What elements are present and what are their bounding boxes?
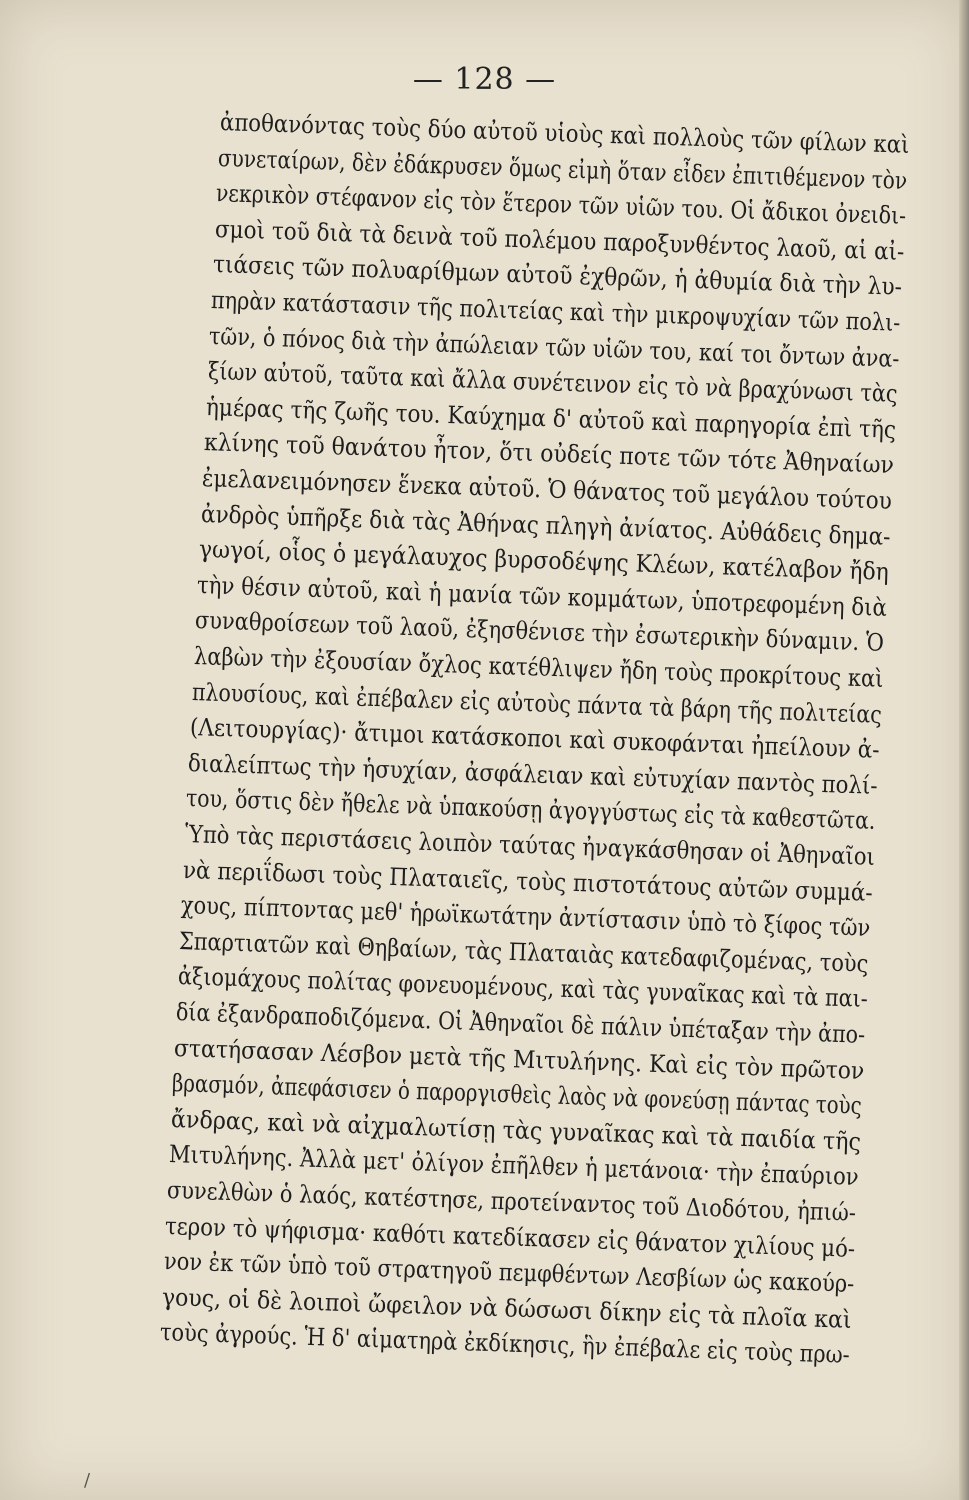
text-line: νον ἐκ τῶν ὑπὸ τοῦ στρατηγοῦ πεμφθέντων Λεσβίων ὡς κακούρ-: [163, 1247, 855, 1299]
text-line: τοὺς ἀγρούς. Ἡ δ' αἱματηρὰ ἐκδίκησις, ἣν ἐπέβαλε εἰς τοὺς πρω-: [159, 1318, 851, 1370]
text-line: συνελθὼν ὁ λαός, κατέστησε, προτείναντος τοῦ Διοδότου, ἠπιώ-: [166, 1176, 857, 1227]
text-line: Ὑπὸ τὰς περιστάσεις λοιπὸν ταύτας ἠναγκάσθησαν οἱ Ἀθηναῖοι: [184, 820, 875, 871]
text-line: τὴν θέσιν αὐτοῦ, καὶ ἡ μανία τῶν κομμάτων, ὑποτρεφομένη διὰ: [196, 570, 888, 622]
text-line: ἡμέρας τῆς ζωῆς του. Καύχημα δ' αὐτοῦ καὶ παρηγορία ἐπὶ τῆς: [205, 392, 897, 444]
text-line: συνεταίρων, δὲν ἐδάκρυσεν ὅμως εἰμὴ ὅταν εἶδεν ἐπιτιθέμενον τὸν: [217, 143, 908, 195]
text-line: τιάσεις τῶν πολυαρίθμων αὐτοῦ ἐχθρῶν, ἡ ἀθυμία διὰ τὴν λυ-: [212, 250, 903, 302]
text-line: πηρὰν κατάστασιν τῆς πολιτείας καὶ τὴν μικροψυχίαν τῶν πολι-: [210, 286, 902, 337]
text-line: κλίνης τοῦ θανάτου ἦτον, ὅτι οὐδείς ποτε τῶν τότε Ἀθηναίων: [203, 428, 895, 480]
text-line: δία ἐξανδραποδιζόμενα. Οἱ Ἀθηναῖοι δὲ πάλιν ὑπέταξαν τὴν ἀπο-: [175, 998, 866, 1049]
text-line: ἀποθανόντας τοὺς δύο αὐτοῦ υἱοὺς καὶ πολλοὺς τῶν φίλων καὶ: [219, 108, 910, 159]
text-line: Σπαρτιατῶν καὶ Θηβαίων, τὰς Πλαταιὰς κατεδαφιζομένας, τοὺς: [178, 926, 870, 978]
text-line: ἀξιομάχους πολίτας φονευομένους, καὶ τὰς γυναῖκας καὶ τὰ παι-: [177, 962, 868, 1014]
text-line: σμοὶ τοῦ διὰ τὰ δεινὰ τοῦ πολέμου παροξυνθέντος λαοῦ, αἱ αἰ-: [214, 214, 905, 266]
text-line: ἄνδρας, καὶ νὰ αἰχμαλωτίσῃ τὰς γυναῖκας καὶ τὰ παιδία τῆς: [170, 1104, 861, 1156]
text-line: τερον τὸ ψήφισμα· καθότι κατεδίκασεν εἰς θάνατον χιλίους μό-: [164, 1211, 856, 1263]
text-line: γους, οἱ δὲ λοιποὶ ὤφειλον νὰ δώσωσι δίκην εἰς τὰ πλοῖα καὶ: [161, 1282, 852, 1334]
text-line: νὰ περιΐδωσι τοὺς Πλαταιεῖς, τοὺς πιστοτάτους αὐτῶν συμμά-: [182, 855, 874, 907]
text-line: συναθροίσεων τοῦ λαοῦ, ἐξησθένισε τὴν ἐσωτερικὴν δύναμιν. Ὁ: [194, 606, 885, 658]
text-line: ξίων αὐτοῦ, ταῦτα καὶ ἄλλα συνέτεινον εἰς τὸ νὰ βραχύνωσι τὰς: [207, 357, 898, 409]
page-edge: [959, 0, 969, 1500]
text-line: στατήσασαν Λέσβον μετὰ τῆς Μιτυλήνης. Καὶ εἰς τὸν πρῶτον: [173, 1033, 865, 1085]
text-line: ἐμελανειμόνησεν ἕνεκα αὐτοῦ. Ὁ θάνατος τοῦ μεγάλου τούτου: [201, 464, 893, 515]
text-line: χους, πίπτοντας μεθ' ἡρωϊκωτάτην ἀντίστασιν ὑπὸ τὸ ξίφος τῶν: [180, 891, 871, 943]
text-line: νεκρικὸν στέφανον εἰς τὸν ἕτερον τῶν υἱῶν του. Οἱ ἄδικοι ὀνειδι-: [216, 179, 907, 231]
text-line: Μιτυλήνης. Ἀλλὰ μετ' ὀλίγον ἐπῆλθεν ἡ μετάνοια· τὴν ἐπαύριον: [168, 1140, 859, 1192]
stray-pen-mark: /: [84, 1470, 91, 1491]
text-line: λαβὼν τὴν ἐξουσίαν ὄχλος κατέθλιψεν ἤδη τοὺς προκρίτους καὶ: [193, 642, 884, 693]
text-line: διαλείπτως τὴν ἡσυχίαν, ἀσφάλειαν καὶ εὐτυχίαν παντὸς πολί-: [187, 748, 879, 800]
text-line: του, ὅστις δὲν ἤθελε νὰ ὑπακούσῃ ἀγογγύστως εἰς τὰ καθεστῶτα.: [186, 784, 877, 836]
page-number: — 128 —: [412, 62, 557, 97]
text-line: γωγοί, οἷος ὁ μεγάλαυχος βυρσοδέψης Κλέων, κατέλαβον ἤδη: [198, 535, 890, 587]
text-line: βρασμόν, ἀπεφάσισεν ὁ παροργισθεὶς λαὸς νὰ φονεύσῃ πάντας τοὺς: [171, 1069, 863, 1121]
text-line: πλουσίους, καὶ ἐπέβαλεν εἰς αὐτοὺς πάντα τὰ βάρη τῆς πολιτείας: [191, 677, 882, 729]
text-line: ἀνδρὸς ὑπῆρξε διὰ τὰς Ἀθήνας πληγὴ ἀνίατος. Αὐθάδεις δημα-: [200, 499, 891, 551]
text-line: (Λειτουργίας)· ἄτιμοι κατάσκοποι καὶ συκοφάνται ἠπείλουν ἀ-: [189, 713, 881, 765]
text-line: τῶν, ὁ πόνος διὰ τὴν ἀπώλειαν τῶν υἱῶν του, καί τοι ὄντων ἀνα-: [208, 321, 901, 373]
